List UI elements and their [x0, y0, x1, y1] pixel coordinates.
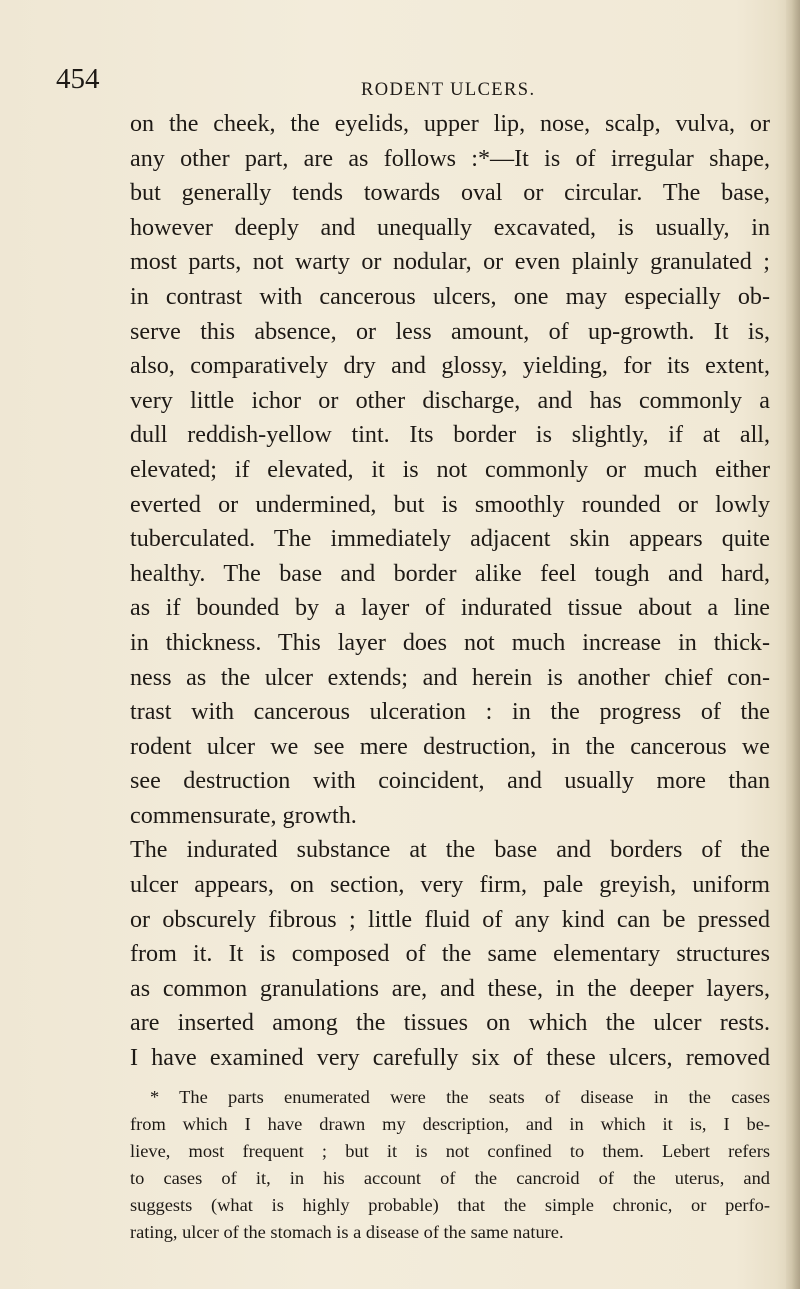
- text-line: but generally tends towards oval or circular. The base,: [130, 180, 770, 207]
- text-line: ulcer appears, on section, very firm, pale greyish, uniform: [130, 872, 770, 899]
- footnote-line: suggests (what is highly probable) that the simple chronic, or perfo-: [130, 1195, 770, 1215]
- footnote-line: from which I have drawn my description, and in which it is, I be-: [130, 1114, 770, 1134]
- footnote: [130, 1084, 770, 1246]
- text-line: or obscurely fibrous ; little fluid of any kind can be pressed: [130, 906, 770, 933]
- text-line: are inserted among the tissues on which the ulcer rests.: [130, 1010, 770, 1037]
- text-line: however deeply and unequally excavated, is usually, in: [130, 214, 770, 241]
- text-line: from it. It is composed of the same elementary structures: [130, 941, 770, 968]
- text-line: elevated; if elevated, it is not commonly or much either: [130, 456, 770, 483]
- text-line: on the cheek, the eyelids, upper lip, nose, scalp, vulva, or: [130, 111, 770, 137]
- text-line: rodent ulcer we see mere destruction, in the cancerous we: [130, 733, 770, 760]
- page-edge-shadow: [786, 0, 800, 1289]
- text-line: I have examined very carefully six of these ulcers, removed: [130, 1045, 770, 1072]
- footnote-line: to cases of it, in his account of the cancroid of the uterus, and: [130, 1168, 770, 1188]
- text-line: trast with cancerous ulceration : in the progress of the: [130, 699, 770, 726]
- page-number: 454: [56, 63, 100, 95]
- text-line: see destruction with coincident, and usually more than: [130, 768, 770, 795]
- text-line: tuberculated. The immediately adjacent skin appears quite: [130, 526, 770, 553]
- text-line: also, comparatively dry and glossy, yielding, for its extent,: [130, 353, 770, 380]
- footnote-line: rating, ulcer of the stomach is a disease of the same nature.: [130, 1222, 564, 1242]
- text-line: as common granulations are, and these, in the deeper layers,: [130, 975, 770, 1002]
- text-line: in thickness. This layer does not much increase in thick-: [130, 629, 770, 656]
- text-line: most parts, not warty or nodular, or even plainly granulated ;: [130, 249, 770, 276]
- text-line-paragraph-end: commensurate, growth.: [130, 802, 357, 829]
- text-line: as if bounded by a layer of indurated tissue about a line: [130, 595, 770, 622]
- text-line: dull reddish-yellow tint. Its border is slightly, if at all,: [130, 422, 770, 449]
- footnote-line: * The parts enumerated were the seats of disease in the cases: [150, 1087, 770, 1107]
- text-line: healthy. The base and border alike feel tough and hard,: [130, 560, 770, 587]
- text-line: ness as the ulcer extends; and herein is another chief con-: [130, 664, 770, 691]
- text-line: in contrast with cancerous ulcers, one may especially ob-: [130, 283, 770, 310]
- text-line: everted or undermined, but is smoothly rounded or lowly: [130, 491, 770, 518]
- text-line: very little ichor or other discharge, and has commonly a: [130, 387, 770, 414]
- text-line: serve this absence, or less amount, of up-growth. It is,: [130, 318, 770, 345]
- text-line: any other part, are as follows :*—It is of irregular shape,: [130, 145, 770, 172]
- text-line-paragraph-start: The indurated substance at the base and borders of the: [130, 837, 770, 864]
- running-head: RODENT ULCERS.: [361, 80, 536, 100]
- body-text: [130, 107, 770, 1076]
- footnote-line: lieve, most frequent ; but it is not confined to them. Lebert refers: [130, 1141, 770, 1161]
